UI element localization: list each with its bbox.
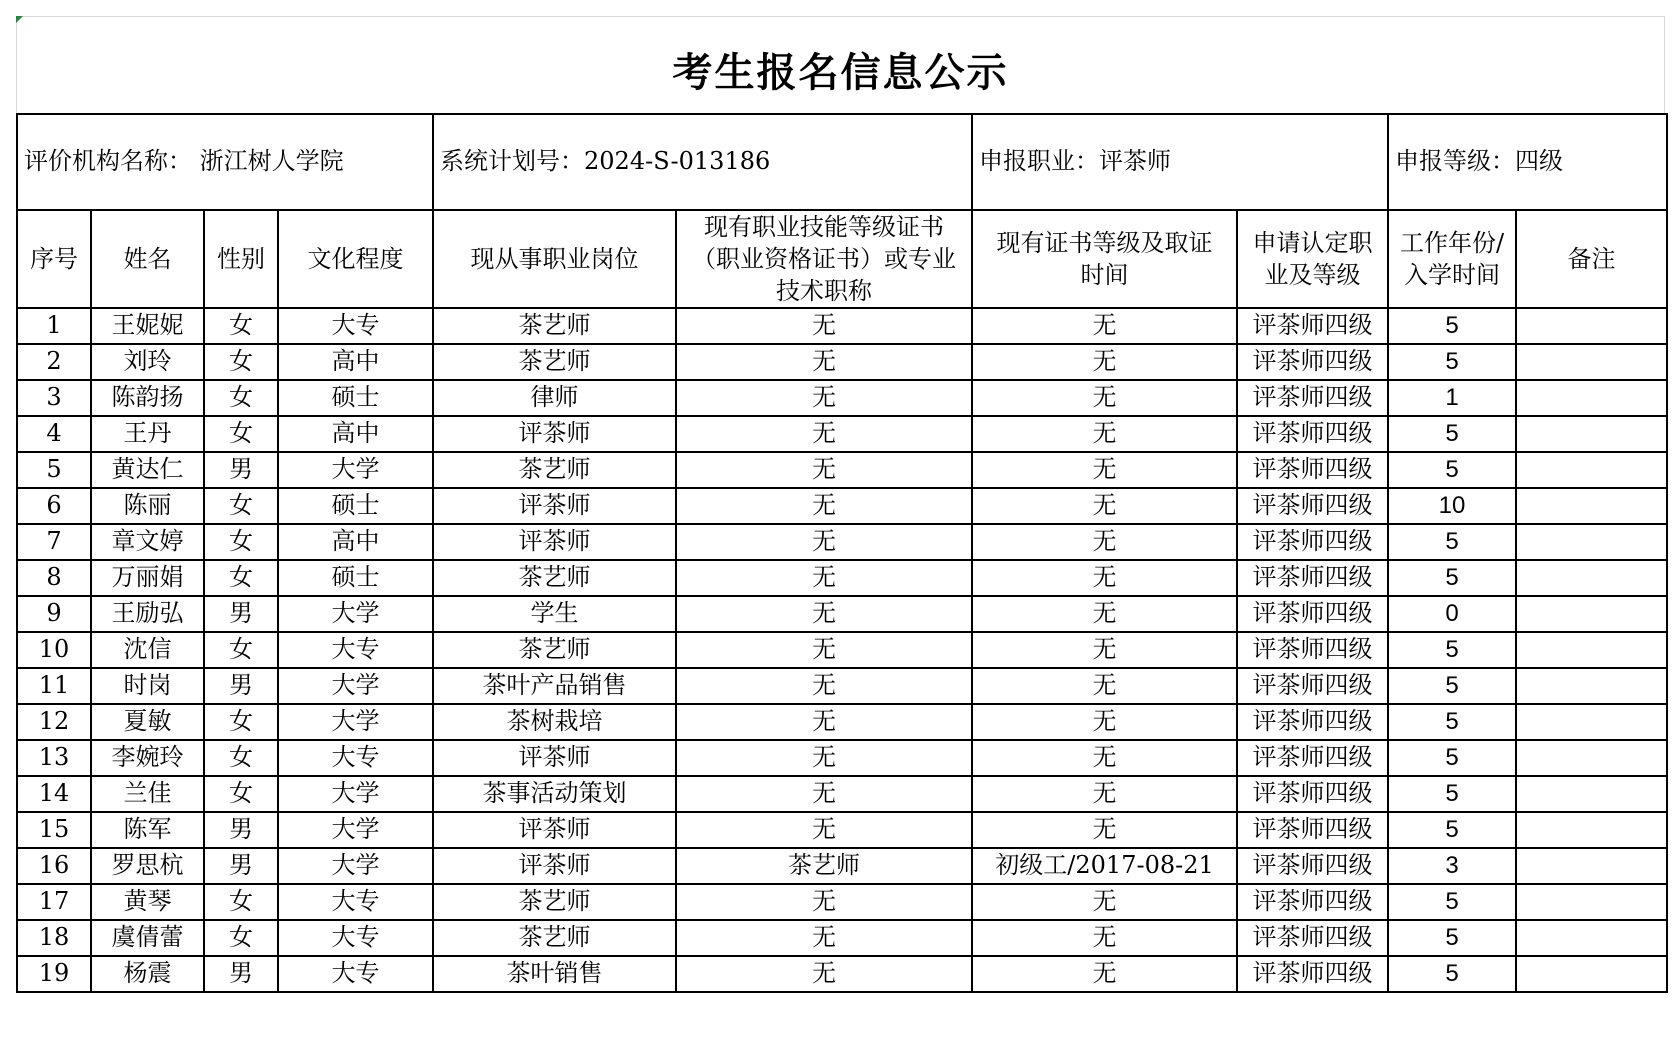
cell-education[interactable]: 大学 [278,776,433,812]
cell-current-job[interactable]: 茶艺师 [433,920,676,956]
cell-no[interactable]: 19 [17,956,91,992]
cell-apply-level[interactable]: 评茶师四级 [1237,560,1388,596]
cell-gender[interactable]: 男 [204,848,278,884]
cell-remark[interactable] [1516,308,1667,344]
cell-certificate-level[interactable]: 无 [972,596,1237,632]
cell-certificate[interactable]: 无 [676,704,972,740]
cell-education[interactable]: 硕士 [278,380,433,416]
cell-work-years[interactable]: 5 [1388,524,1516,560]
cell-certificate[interactable]: 无 [676,812,972,848]
cell-no[interactable]: 5 [17,452,91,488]
plan-number-cell[interactable]: 系统计划号：2024-S-013186 [433,114,972,210]
cell-name[interactable]: 时岗 [91,668,204,704]
cell-no[interactable]: 11 [17,668,91,704]
cell-work-years[interactable]: 5 [1388,560,1516,596]
cell-no[interactable]: 9 [17,596,91,632]
cell-name[interactable]: 黄达仁 [91,452,204,488]
cell-apply-level[interactable]: 评茶师四级 [1237,416,1388,452]
cell-certificate[interactable]: 无 [676,308,972,344]
cell-education[interactable]: 大专 [278,632,433,668]
cell-certificate-level[interactable]: 无 [972,632,1237,668]
cell-work-years[interactable]: 5 [1388,632,1516,668]
cell-remark[interactable] [1516,704,1667,740]
cell-name[interactable]: 沈信 [91,632,204,668]
cell-apply-level[interactable]: 评茶师四级 [1237,848,1388,884]
cell-certificate[interactable]: 无 [676,416,972,452]
cell-education[interactable]: 高中 [278,416,433,452]
cell-remark[interactable] [1516,560,1667,596]
cell-apply-level[interactable]: 评茶师四级 [1237,776,1388,812]
cell-apply-level[interactable]: 评茶师四级 [1237,704,1388,740]
cell-work-years[interactable]: 5 [1388,452,1516,488]
cell-apply-level[interactable]: 评茶师四级 [1237,308,1388,344]
cell-no[interactable]: 8 [17,560,91,596]
cell-current-job[interactable]: 评茶师 [433,488,676,524]
table-row [17,596,1667,632]
cell-certificate-level[interactable]: 无 [972,776,1237,812]
cell-work-years[interactable]: 5 [1388,668,1516,704]
cell-certificate-level[interactable]: 无 [972,380,1237,416]
cell-remark[interactable] [1516,452,1667,488]
cell-no[interactable]: 6 [17,488,91,524]
cell-no[interactable]: 1 [17,308,91,344]
cell-apply-level[interactable]: 评茶师四级 [1237,344,1388,380]
cell-no[interactable]: 13 [17,740,91,776]
cell-gender[interactable]: 女 [204,416,278,452]
cell-certificate-level[interactable]: 无 [972,884,1237,920]
cell-certificate-level[interactable]: 初级工/2017-08-21 [972,848,1237,884]
cell-gender[interactable]: 女 [204,308,278,344]
cell-gender[interactable]: 男 [204,596,278,632]
table-row [17,344,1667,380]
header-remark[interactable]: 备注 [1516,210,1667,308]
cell-gender[interactable]: 男 [204,812,278,848]
header-education[interactable]: 文化程度 [278,210,433,308]
cell-education[interactable]: 大学 [278,596,433,632]
cell-name[interactable]: 李婉玲 [91,740,204,776]
cell-gender[interactable]: 男 [204,452,278,488]
cell-education[interactable]: 大专 [278,956,433,992]
cell-work-years[interactable]: 5 [1388,884,1516,920]
cell-work-years[interactable]: 5 [1388,920,1516,956]
cell-certificate-level[interactable]: 无 [972,740,1237,776]
table-row [17,380,1667,416]
cell-certificate-level[interactable]: 无 [972,668,1237,704]
table-row [17,524,1667,560]
cell-work-years[interactable]: 5 [1388,776,1516,812]
cell-certificate[interactable]: 无 [676,632,972,668]
cell-certificate-level[interactable]: 无 [972,704,1237,740]
cell-gender[interactable]: 女 [204,524,278,560]
cell-certificate-level[interactable]: 无 [972,344,1237,380]
cell-remark[interactable] [1516,524,1667,560]
cell-no[interactable]: 14 [17,776,91,812]
table-row [17,956,1667,992]
cell-education[interactable]: 高中 [278,344,433,380]
cell-name[interactable]: 刘玲 [91,344,204,380]
org-cell[interactable]: 评价机构名称： 浙江树人学院 [17,114,433,210]
cell-work-years[interactable]: 3 [1388,848,1516,884]
header-work-years[interactable]: 工作年份/入学时间 [1388,210,1516,308]
cell-no[interactable]: 18 [17,920,91,956]
cell-gender[interactable]: 女 [204,740,278,776]
cell-apply-level[interactable]: 评茶师四级 [1237,956,1388,992]
header-certificate-level[interactable]: 现有证书等级及取证时间 [972,210,1237,308]
cell-gender[interactable]: 女 [204,560,278,596]
cell-apply-level[interactable]: 评茶师四级 [1237,884,1388,920]
header-current-job[interactable]: 现从事职业岗位 [433,210,676,308]
cell-remark[interactable] [1516,776,1667,812]
cell-education[interactable]: 大学 [278,668,433,704]
cell-name[interactable]: 陈军 [91,812,204,848]
cell-no[interactable]: 12 [17,704,91,740]
cell-education[interactable]: 硕士 [278,488,433,524]
cell-current-job[interactable]: 茶叶产品销售 [433,668,676,704]
cell-education[interactable]: 高中 [278,524,433,560]
cell-certificate-level[interactable]: 无 [972,524,1237,560]
cell-education[interactable]: 大专 [278,740,433,776]
cell-gender[interactable]: 女 [204,380,278,416]
header-row [17,210,1667,308]
cell-certificate-level[interactable]: 无 [972,488,1237,524]
cell-work-years[interactable]: 1 [1388,380,1516,416]
cell-certificate[interactable]: 无 [676,452,972,488]
cell-education[interactable]: 硕士 [278,560,433,596]
cell-remark[interactable] [1516,380,1667,416]
cell-work-years[interactable]: 5 [1388,704,1516,740]
cell-corner-marker [16,16,23,23]
cell-current-job[interactable]: 茶艺师 [433,452,676,488]
cell-name[interactable]: 章文婷 [91,524,204,560]
cell-gender[interactable]: 女 [204,704,278,740]
cell-remark[interactable] [1516,920,1667,956]
cell-current-job[interactable]: 律师 [433,380,676,416]
cell-no[interactable]: 16 [17,848,91,884]
cell-certificate-level[interactable]: 无 [972,920,1237,956]
cell-current-job[interactable]: 评茶师 [433,740,676,776]
cell-name[interactable]: 王励弘 [91,596,204,632]
table-row [17,848,1667,884]
cell-remark[interactable] [1516,344,1667,380]
cell-apply-level[interactable]: 评茶师四级 [1237,632,1388,668]
cell-no[interactable]: 2 [17,344,91,380]
header-name[interactable]: 姓名 [91,210,204,308]
cell-education[interactable]: 大学 [278,704,433,740]
cell-apply-level[interactable]: 评茶师四级 [1237,524,1388,560]
cell-apply-level[interactable]: 评茶师四级 [1237,596,1388,632]
cell-certificate[interactable]: 无 [676,344,972,380]
title-cell[interactable] [16,16,1665,113]
cell-gender[interactable]: 女 [204,920,278,956]
cell-name[interactable]: 黄琴 [91,884,204,920]
cell-certificate[interactable]: 无 [676,380,972,416]
cell-remark[interactable] [1516,740,1667,776]
cell-remark[interactable] [1516,884,1667,920]
cell-current-job[interactable]: 茶叶销售 [433,956,676,992]
table-row [17,632,1667,668]
cell-current-job[interactable]: 茶艺师 [433,344,676,380]
header-apply-level[interactable]: 申请认定职业及等级 [1237,210,1388,308]
table-row [17,668,1667,704]
cell-certificate[interactable]: 无 [676,596,972,632]
cell-no[interactable]: 4 [17,416,91,452]
cell-no[interactable]: 10 [17,632,91,668]
table-row [17,416,1667,452]
cell-apply-level[interactable]: 评茶师四级 [1237,812,1388,848]
table-row [17,776,1667,812]
header-no[interactable]: 序号 [17,210,91,308]
cell-name[interactable]: 夏敏 [91,704,204,740]
header-certificate[interactable]: 现有职业技能等级证书（职业资格证书）或专业技术职称 [676,210,972,308]
cell-education[interactable]: 大学 [278,452,433,488]
cell-current-job[interactable]: 茶树栽培 [433,704,676,740]
table-row [17,812,1667,848]
cell-gender[interactable]: 女 [204,488,278,524]
cell-gender[interactable]: 女 [204,884,278,920]
cell-no[interactable]: 15 [17,812,91,848]
cell-apply-level[interactable]: 评茶师四级 [1237,380,1388,416]
cell-education[interactable]: 大学 [278,812,433,848]
info-row [17,114,1667,210]
cell-remark[interactable] [1516,956,1667,992]
cell-work-years[interactable]: 5 [1388,740,1516,776]
cell-no[interactable]: 17 [17,884,91,920]
cell-remark[interactable] [1516,596,1667,632]
cell-name[interactable]: 陈丽 [91,488,204,524]
cell-apply-level[interactable]: 评茶师四级 [1237,920,1388,956]
cell-remark[interactable] [1516,668,1667,704]
cell-apply-level[interactable]: 评茶师四级 [1237,488,1388,524]
cell-gender[interactable]: 女 [204,632,278,668]
table-row [17,308,1667,344]
cell-current-job[interactable]: 茶事活动策划 [433,776,676,812]
cell-remark[interactable] [1516,488,1667,524]
registration-table [16,113,1668,993]
cell-current-job[interactable]: 茶艺师 [433,884,676,920]
cell-gender[interactable]: 女 [204,344,278,380]
cell-apply-level[interactable]: 评茶师四级 [1237,740,1388,776]
cell-current-job[interactable]: 学生 [433,596,676,632]
cell-work-years[interactable]: 5 [1388,416,1516,452]
cell-gender[interactable]: 女 [204,776,278,812]
table-row [17,488,1667,524]
cell-apply-level[interactable]: 评茶师四级 [1237,668,1388,704]
cell-work-years[interactable]: 5 [1388,956,1516,992]
cell-certificate[interactable]: 无 [676,668,972,704]
occupation-cell[interactable]: 申报职业：评茶师 [972,114,1388,210]
cell-name[interactable]: 杨震 [91,956,204,992]
cell-no[interactable]: 7 [17,524,91,560]
cell-remark[interactable] [1516,848,1667,884]
table-row [17,740,1667,776]
table-row [17,704,1667,740]
cell-education[interactable]: 大学 [278,848,433,884]
cell-education[interactable]: 大专 [278,884,433,920]
table-row [17,920,1667,956]
cell-certificate-level[interactable]: 无 [972,560,1237,596]
cell-current-job[interactable]: 评茶师 [433,848,676,884]
cell-certificate[interactable]: 无 [676,884,972,920]
cell-current-job[interactable]: 茶艺师 [433,632,676,668]
cell-work-years[interactable]: 5 [1388,308,1516,344]
cell-no[interactable]: 3 [17,380,91,416]
cell-current-job[interactable]: 评茶师 [433,416,676,452]
spreadsheet [16,16,1666,1041]
cell-name[interactable]: 虞倩蕾 [91,920,204,956]
cell-gender[interactable]: 男 [204,668,278,704]
cell-current-job[interactable]: 评茶师 [433,524,676,560]
cell-current-job[interactable]: 评茶师 [433,812,676,848]
cell-education[interactable]: 大专 [278,920,433,956]
level-cell[interactable]: 申报等级：四级 [1388,114,1667,210]
cell-certificate-level[interactable]: 无 [972,308,1237,344]
cell-certificate-level[interactable]: 无 [972,812,1237,848]
table-row [17,452,1667,488]
cell-education[interactable]: 大专 [278,308,433,344]
cell-certificate-level[interactable]: 无 [972,416,1237,452]
cell-work-years[interactable]: 10 [1388,488,1516,524]
cell-work-years[interactable]: 0 [1388,596,1516,632]
cell-certificate[interactable]: 无 [676,920,972,956]
cell-certificate[interactable]: 无 [676,740,972,776]
cell-name[interactable]: 万丽娟 [91,560,204,596]
cell-work-years[interactable]: 5 [1388,812,1516,848]
cell-remark[interactable] [1516,812,1667,848]
cell-name[interactable]: 兰佳 [91,776,204,812]
table-row [17,560,1667,596]
cell-current-job[interactable]: 茶艺师 [433,560,676,596]
cell-apply-level[interactable]: 评茶师四级 [1237,452,1388,488]
cell-remark[interactable] [1516,632,1667,668]
cell-name[interactable]: 王丹 [91,416,204,452]
cell-certificate-level[interactable]: 无 [972,452,1237,488]
header-gender[interactable]: 性别 [204,210,278,308]
cell-gender[interactable]: 男 [204,956,278,992]
cell-name[interactable]: 罗思杭 [91,848,204,884]
page-title: 考生报名信息公示 [672,49,1009,96]
cell-certificate-level[interactable]: 无 [972,956,1237,992]
cell-certificate[interactable]: 无 [676,776,972,812]
cell-current-job[interactable]: 茶艺师 [433,308,676,344]
cell-certificate[interactable]: 无 [676,488,972,524]
table-row [17,884,1667,920]
cell-work-years[interactable]: 5 [1388,344,1516,380]
cell-name[interactable]: 王妮妮 [91,308,204,344]
cell-certificate[interactable]: 无 [676,956,972,992]
cell-name[interactable]: 陈韵扬 [91,380,204,416]
cell-certificate[interactable]: 无 [676,524,972,560]
cell-certificate[interactable]: 茶艺师 [676,848,972,884]
cell-certificate[interactable]: 无 [676,560,972,596]
cell-remark[interactable] [1516,416,1667,452]
